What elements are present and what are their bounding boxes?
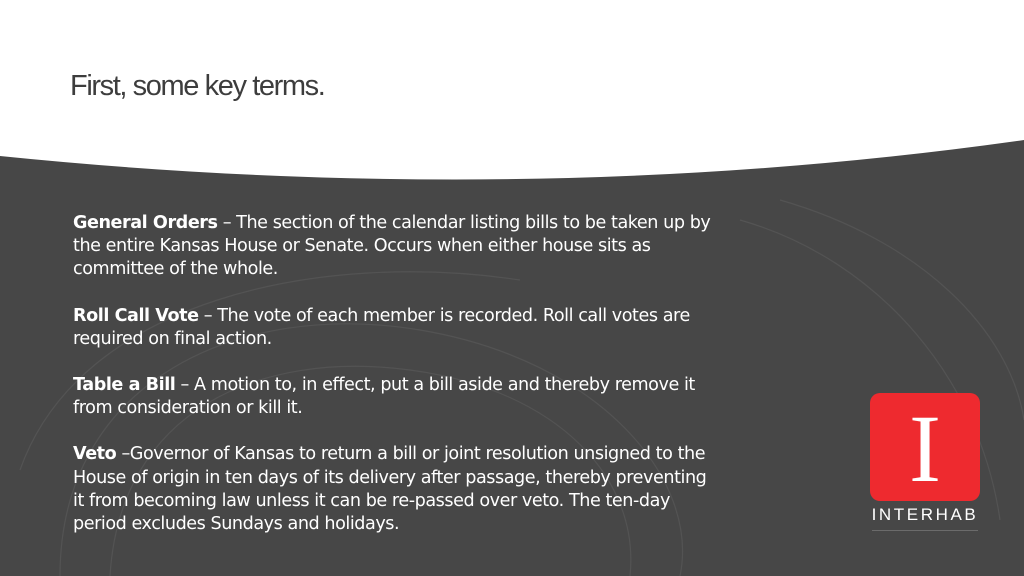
term-name: Veto — [73, 444, 117, 465]
logo-mark — [870, 393, 980, 501]
logo-divider — [872, 530, 978, 531]
term-definition: – The section of the calendar listing bills to be taken up by the entire Kansas House or Senate. Occurs when either house sits as committee of the whole. — [73, 213, 711, 280]
term-definition: –Governor of Kansas to return a bill or joint resolution unsigned to the House of origin in ten days of its delivery after passage, thereby preventing it from becoming law unless it can be re-passed over veto. The ten-day period excludes Sundays and holidays. — [73, 444, 707, 535]
term-name: Roll Call Vote — [73, 305, 199, 326]
term-table-a-bill — [73, 374, 713, 420]
term-definition: – The vote of each member is recorded. Roll call votes are required on final action. — [73, 305, 690, 349]
term-name: Table a Bill — [73, 375, 176, 396]
logo-name: INTERHAB — [871, 505, 979, 524]
slide-title: First, some key terms. — [70, 70, 325, 102]
term-roll-call-vote — [73, 305, 713, 351]
term-definition: – A motion to, in effect, put a bill aside and thereby remove it from consideration or kill it. — [73, 375, 695, 419]
term-name: General Orders — [73, 213, 218, 233]
interhab-logo — [866, 393, 984, 545]
term-veto — [73, 443, 713, 536]
term-general-orders — [73, 212, 713, 282]
terms-list — [73, 212, 713, 559]
logo-letter: I — [909, 395, 941, 502]
